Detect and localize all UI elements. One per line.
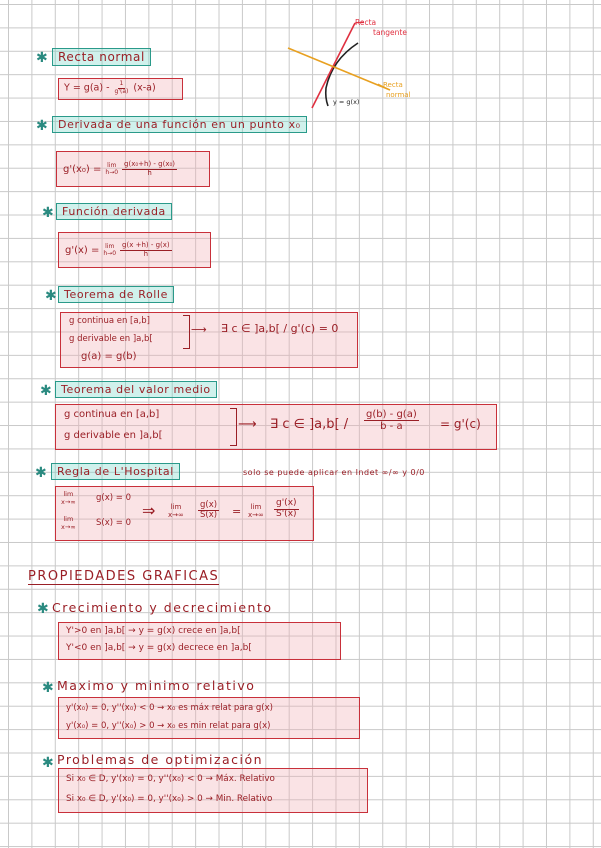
rolle-cond-3: g(a) = g(b)	[81, 351, 137, 362]
formula-lhs: g'(x) =	[65, 244, 100, 256]
optimizacion-box	[58, 768, 368, 813]
lim-subscript: h→0	[103, 250, 117, 257]
limit-operator	[103, 243, 116, 257]
formula-funcion-derivada	[58, 232, 211, 268]
tangent-line	[312, 23, 355, 108]
hospital-box	[55, 486, 314, 541]
valor-medio-result-pre: ∃ c ∈ ]a,b[ /	[270, 417, 349, 432]
rolle-cond-1: g continua en [a,b]	[69, 316, 150, 326]
rolle-result: ∃ c ∈ ]a,b[ / g'(c) = 0	[221, 322, 339, 335]
crecimiento-box	[58, 622, 341, 660]
bullet-star-icon: ✱	[36, 50, 48, 66]
section-title-valor-medio: Teorema del valor medio	[55, 381, 217, 398]
difference-quotient	[120, 242, 172, 258]
fraction-numerator: g(b) - g(a)	[366, 409, 417, 420]
lim-subscript: x→∞	[61, 498, 76, 506]
brace-icon	[183, 315, 190, 349]
lim-mid	[168, 503, 184, 519]
fraction-denominator: h	[143, 249, 149, 258]
crecimiento-line-1: Y'>0 en ]a,b[ → y = g(x) crece en ]a,b[	[66, 626, 241, 636]
hospital-lim1-expr: g(x) = 0	[96, 493, 131, 503]
bullet-star-icon: ✱	[42, 205, 54, 221]
maximo-line-2: y'(x₀) = 0, y''(x₀) > 0 → x₀ es min relat para g(x)	[66, 721, 271, 731]
section-title-rolle: Teorema de Rolle	[58, 286, 174, 303]
valor-medio-arrow-icon: ⟶	[238, 417, 257, 432]
bullet-star-icon: ✱	[36, 118, 48, 134]
formula-fraction	[113, 81, 131, 95]
bullet-star-icon: ✱	[45, 288, 57, 304]
limit-operator	[105, 162, 118, 176]
bullet-star-icon: ✱	[35, 465, 47, 481]
section-title-hospital: Regla de L'Hospital	[51, 463, 180, 480]
brace-icon	[230, 408, 237, 446]
lim1	[61, 490, 76, 506]
lim-text: lim	[63, 515, 74, 523]
subsection-title-crecimiento: Crecimiento y decrecimiento	[52, 600, 273, 615]
function-label: y = g(x)	[333, 98, 360, 106]
fraction-numerator: g'(x)	[276, 498, 297, 508]
optimizacion-line-2: Si x₀ ∈ D, y'(x₀) = 0, y''(x₀) > 0 → Min. Relativo	[66, 794, 273, 804]
fraction-denominator: S(x)	[200, 510, 218, 521]
section-title-recta-normal: Recta normal	[52, 48, 151, 66]
bullet-star-icon: ✱	[40, 383, 52, 399]
tangent-label-1: Recta	[355, 18, 377, 27]
equals-sign: =	[232, 505, 242, 518]
fraction-denominator: S'(x)	[276, 508, 297, 519]
hospital-note: solo se puede aplicar en Indet ∞/∞ y 0/0	[243, 468, 425, 477]
ratio-fraction	[198, 501, 219, 521]
normal-label-1: Recta	[383, 81, 403, 89]
lim-subscript: x→∞	[248, 511, 264, 519]
formula-lhs: Y = g(a) -	[64, 82, 110, 94]
formula-recta-normal	[58, 78, 183, 100]
section-heading-propiedades: PROPIEDADES GRAFICAS	[28, 569, 220, 584]
maximo-box	[58, 697, 360, 739]
hospital-lim2-expr: S(x) = 0	[96, 518, 131, 528]
lim-text: lim	[170, 503, 182, 511]
maximo-line-1: y'(x₀) = 0, y''(x₀) < 0 → x₀ es máx relat para g(x)	[66, 703, 273, 713]
formula-lhs: g'(x₀) =	[63, 163, 102, 175]
bullet-star-icon: ✱	[42, 680, 54, 696]
tangent-label-2: tangente	[373, 28, 407, 37]
lim-subscript: x→∞	[168, 511, 184, 519]
crecimiento-line-2: Y'<0 en ]a,b[ → y = g(x) decrece en ]a,b[	[66, 643, 252, 653]
lim-subscript: x→∞	[61, 523, 76, 531]
fraction-numerator: g(x +h) - g(x)	[122, 240, 170, 249]
bullet-star-icon: ✱	[37, 601, 49, 617]
implies-arrow-icon: ⇒	[142, 501, 156, 520]
derivative-ratio-fraction	[274, 499, 299, 520]
valor-medio-result-post: = g'(c)	[440, 417, 481, 431]
valor-medio-box	[55, 404, 497, 450]
section-title-funcion-derivada: Función derivada	[56, 203, 172, 220]
rolle-box	[60, 312, 358, 368]
fraction-numerator: g(x)	[200, 500, 218, 510]
subsection-title-maximo: Maximo y minimo relativo	[57, 678, 256, 693]
formula-rhs: (x-a)	[133, 82, 156, 94]
lim-subscript: h→0	[105, 169, 119, 176]
rolle-arrow-icon: ⟶	[191, 323, 207, 336]
lim-text: lim	[63, 490, 74, 498]
valor-medio-cond-1: g continua en [a,b]	[64, 409, 160, 420]
lim-text: lim	[105, 243, 115, 250]
fraction-denominator: b - a	[380, 421, 403, 432]
valor-medio-cond-2: g derivable en ]a,b[	[64, 430, 163, 441]
optimizacion-line-1: Si x₀ ∈ D, y'(x₀) = 0, y''(x₀) < 0 → Máx. Relativo	[66, 774, 275, 784]
rolle-cond-2: g derivable en ]a,b[	[69, 334, 153, 344]
fraction-numerator: g(x₀+h) - g(x₀)	[124, 159, 176, 168]
lim-right	[248, 503, 264, 519]
mean-value-fraction	[364, 409, 419, 432]
formula-derivada-punto	[56, 151, 210, 187]
lim2	[61, 515, 76, 531]
normal-label-2: normal	[386, 91, 411, 99]
lim-text: lim	[250, 503, 262, 511]
fraction-denominator: g'(a)	[114, 87, 129, 95]
subsection-title-optimizacion: Problemas de optimización	[57, 752, 264, 767]
fraction-numerator: 1	[119, 80, 124, 87]
fraction-denominator: h	[147, 168, 152, 177]
bullet-star-icon: ✱	[42, 755, 54, 771]
section-title-derivada-punto: Derivada de una función en un punto x₀	[52, 116, 307, 133]
lim-text: lim	[107, 162, 117, 169]
difference-quotient	[122, 161, 177, 177]
